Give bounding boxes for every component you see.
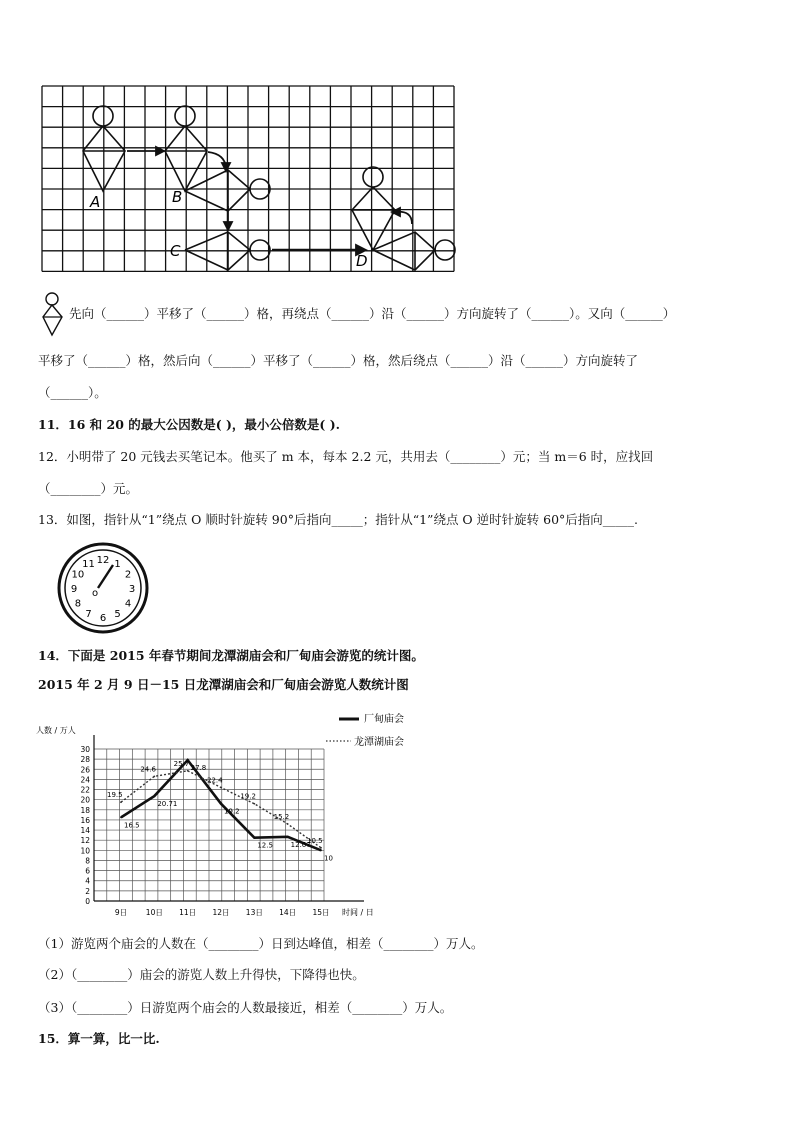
y-tick-label: 14 (80, 826, 90, 836)
y-tick-label: 6 (85, 866, 90, 876)
q14-sub2: （2）（________）庙会的游览人数上升得快，下降得也快。 (38, 967, 365, 982)
data-point (287, 823, 289, 825)
x-tick-label: 10日 (145, 908, 163, 917)
clock-number: 3 (128, 584, 136, 595)
clock-number: 2 (124, 569, 132, 581)
clock-number: 9 (70, 584, 78, 595)
data-point (320, 849, 322, 851)
clock-figure (55, 540, 151, 636)
y-tick-label: 12 (80, 836, 90, 846)
clock-number: 12 (96, 555, 110, 566)
chart-title: 2015 年 2 月 9 日－15 日龙潭湖庙会和厂甸庙会游览人数统计图 (38, 677, 409, 692)
x-tick-label: 12日 (212, 908, 230, 917)
y-tick-label: 16 (80, 815, 90, 825)
legend-label-changdian: 厂甸庙会 (364, 714, 404, 725)
clock-number: 5 (114, 609, 121, 621)
y-tick-label: 26 (80, 765, 90, 775)
data-label: 19.2 (240, 792, 256, 801)
data-label: 19.2 (224, 807, 240, 816)
data-label: 25.7 (173, 759, 190, 768)
y-tick-label: 30 (80, 745, 90, 754)
legend-label-longtanhu: 龙潭湖庙会 (354, 737, 404, 748)
data-point (187, 770, 189, 772)
small-shape-icon (40, 291, 66, 337)
data-point (153, 795, 155, 797)
transformation-grid-figure (40, 84, 460, 274)
data-point (253, 803, 255, 805)
data-point (253, 837, 255, 839)
label-b: B (172, 188, 183, 206)
q14-sub3: （3）（________）日游览两个庙会的人数最接近，相差（________）万人。 (38, 1000, 453, 1015)
data-label: 20.71 (157, 800, 178, 809)
label-d: D (356, 252, 368, 270)
series-line-changdian (121, 760, 321, 850)
x-tick-label: 9日 (114, 908, 128, 917)
q12-line1: 12．小明带了 20 元钱去买笔记本。他买了 m 本，每本 2.2 元，共用去（________）元；当 m＝6 时，应找回 (38, 449, 654, 464)
q14-text: 14．下面是 2015 年春节期间龙潭湖庙会和厂甸庙会游览的统计图。 (38, 648, 424, 663)
data-label: 15.2 (273, 812, 290, 821)
data-label: 27.8 (190, 764, 207, 773)
y-tick-label: 2 (85, 886, 90, 896)
data-label: 10.5 (307, 836, 323, 845)
shape-d-rotated (352, 167, 395, 250)
data-point (287, 836, 289, 838)
label-a: A (90, 193, 101, 211)
data-point (120, 817, 122, 819)
y-tick-label: 8 (85, 856, 90, 866)
y-tick-label: 18 (80, 805, 90, 815)
label-c: C (170, 242, 181, 260)
y-tick-label: 22 (80, 785, 90, 795)
clock-number: 8 (74, 598, 82, 610)
data-label: 16.5 (124, 821, 140, 830)
q11-text: 11．16 和 20 的最大公因数是( )，最小公倍数是( ). (38, 417, 340, 432)
x-tick-label: 11日 (179, 908, 197, 917)
x-tick-label: 13日 (245, 908, 263, 917)
data-label: 12.67 (290, 840, 311, 849)
q15-text: 15．算一算，比一比. (38, 1031, 160, 1046)
data-point (220, 787, 222, 789)
y-tick-label: 28 (80, 755, 90, 765)
y-tick-label: 24 (80, 775, 90, 785)
clock-number: 11 (82, 558, 95, 570)
data-label: 22.4 (207, 776, 223, 785)
q13-text: 13．如图，指针从“1”绕点 O 顺时针旋转 90°后指向_____；指针从“1”绕点 O 逆时针旋转 60°后指向_____. (38, 512, 638, 527)
data-label: 12.5 (257, 841, 273, 850)
clock-number: 1 (114, 558, 121, 570)
y-tick-label: 10 (80, 846, 90, 856)
y-tick-label: 20 (80, 795, 90, 805)
q12-line2: （________）元。 (38, 481, 139, 496)
y-tick-label: 0 (85, 897, 90, 906)
y-axis-label: 人数 / 万人 (36, 726, 76, 735)
x-tick-label: 15日 (312, 908, 330, 917)
data-label: 19.5 (107, 791, 123, 800)
q10-line2: 平移了（______）格，然后向（______）平移了（______）格，然后绕点（______）沿（______）方向旋转了 (38, 353, 639, 368)
data-point (153, 775, 155, 777)
data-point (220, 803, 222, 805)
x-tick-label: 14日 (279, 908, 297, 917)
q14-sub1: （1）游览两个庙会的人数在（________）日到达峰值，相差（________）万人。 (38, 936, 484, 951)
clock-number: 7 (85, 609, 92, 621)
clock-number: 10 (71, 569, 85, 581)
clock-number: 6 (99, 613, 107, 624)
q10-line3: （______）。 (38, 385, 107, 400)
shape-b-rotated (185, 170, 270, 211)
data-label: 24.6 (140, 765, 156, 774)
q10-line1: 先向（______）平移了（______）格，再绕点（______）沿（______）方向旋转了（______）。又向（______） (69, 306, 676, 321)
line-chart (34, 702, 434, 924)
x-axis-label: 时间 / 日 (342, 908, 374, 917)
data-point (120, 801, 122, 803)
y-tick-label: 4 (85, 876, 90, 886)
data-label: 10 (324, 854, 333, 863)
clock-number: 4 (124, 598, 132, 610)
data-point (320, 847, 322, 849)
arrows (127, 147, 412, 255)
clock-center-label: o (92, 588, 99, 599)
